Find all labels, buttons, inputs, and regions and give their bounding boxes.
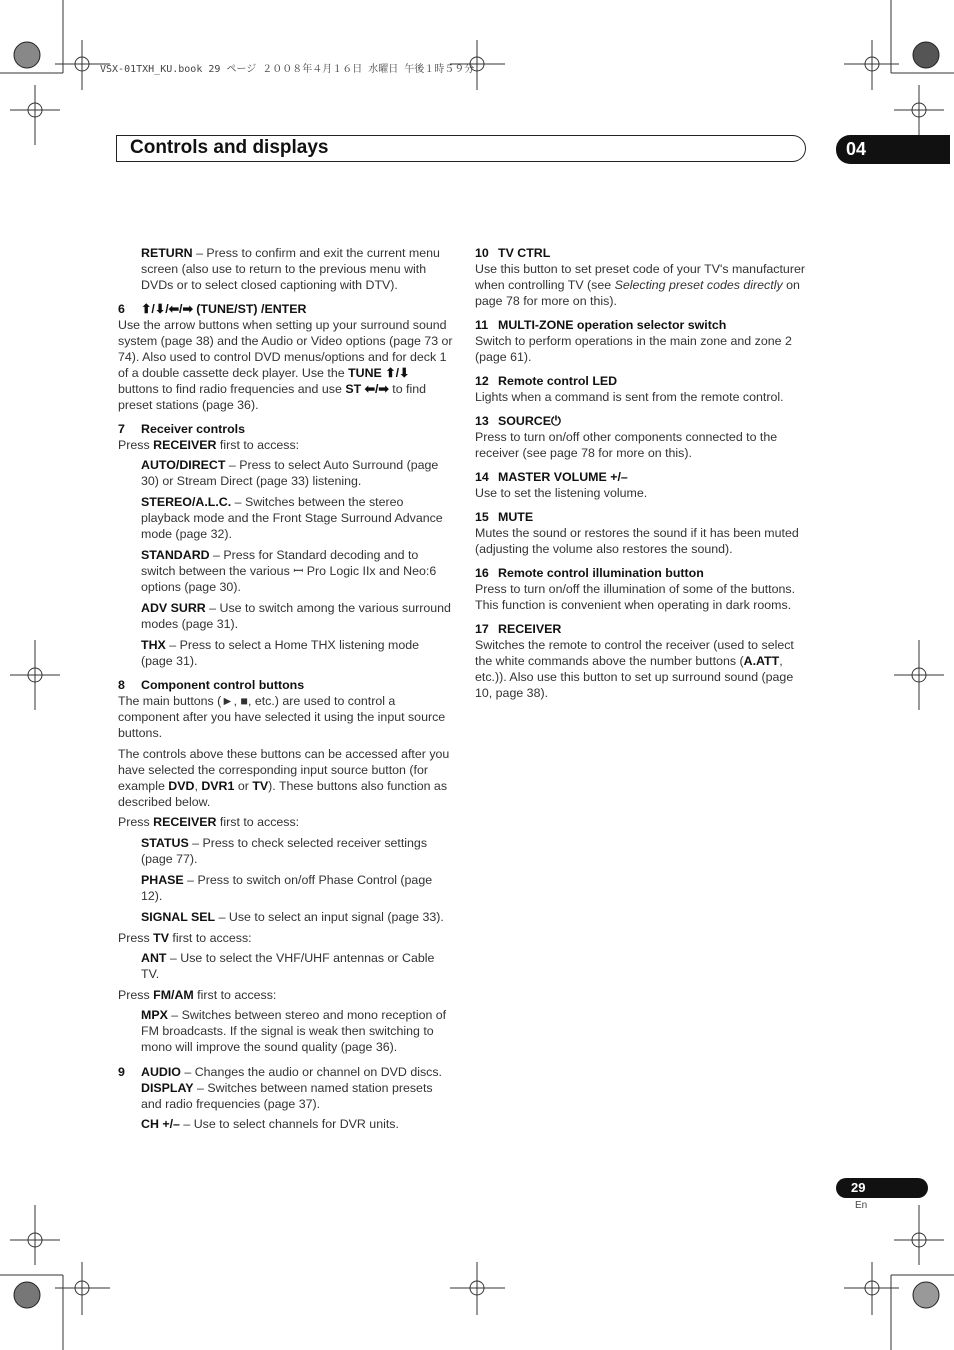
left-column — [118, 245, 453, 1132]
item-return: RETURN – Press to confirm and exit the current menu screen (also use to return to the previous menu with DVDs or to select closed captioning with DTV). — [141, 246, 440, 292]
section-8-text-1: The main buttons (►, ■, etc.) are used to control a component after you have selected it using the input source buttons. — [118, 694, 446, 740]
item-adv-surr: ADV SURR – Use to switch among the various surround modes (page 31). — [141, 601, 451, 631]
item-ch: CH +/– – Use to select channels for DVR units. — [141, 1117, 399, 1131]
section-8-text-2: The controls above these buttons can be accessed after you have selected the corresponding input source button (for example DVD, DVR1 or TV). These buttons also function as described below. — [118, 747, 450, 809]
chapter-number: 04 — [846, 139, 867, 159]
section-7-intro: Press RECEIVER first to access: — [118, 438, 300, 452]
item-phase: PHASE – Press to switch on/off Phase Control (page 12). — [141, 873, 433, 903]
section-14-text: Use to set the listening volume. — [475, 486, 648, 500]
section-12-text: Lights when a command is sent from the remote control. — [475, 390, 784, 404]
item-ant: ANT – Use to select the VHF/UHF antennas or Cable TV. — [141, 951, 435, 981]
section-13-text: Press to turn on/off other components connected to the receiver (see page 78 for more on this). — [475, 430, 778, 460]
section-8-heading: 8 Component control buttons — [118, 678, 305, 692]
item-audio: 9 AUDIO – Changes the audio or channel on DVD discs. — [118, 1065, 442, 1079]
section-10-heading: 10 TV CTRL — [475, 246, 551, 260]
item-mpx: MPX – Switches between stereo and mono reception of FM broadcasts. If the signal is weak then switching to mono will improve the sound quality (page 36). — [141, 1008, 447, 1054]
print-info-line: VSX-01TXH_KU.book 29 ページ ２００８年４月１６日 水曜日 午後１時５９分 — [100, 64, 475, 75]
item-thx: THX – Press to select a Home THX listening mode (page 31). — [141, 638, 420, 668]
section-15-heading: 15 MUTE — [475, 510, 534, 524]
section-16-heading: 16 Remote control illumination button — [475, 566, 704, 580]
page-number-tab — [836, 1178, 928, 1198]
section-6-heading: 6 ⬆/⬇/⬅/➡ (TUNE/ST) /ENTER — [118, 302, 307, 316]
section-15-text: Mutes the sound or restores the sound if it has been muted (adjusting the volume also restores the sound). — [475, 526, 799, 556]
section-12-heading: 12 Remote control LED — [475, 374, 618, 388]
item-standard: STANDARD – Press for Standard decoding and to switch between the various ꟷ Pro Logic IIx and Neo:6 options (page 30). — [141, 548, 437, 594]
section-7-heading: 7 Receiver controls — [118, 422, 245, 436]
item-auto-direct: AUTO/DIRECT – Press to select Auto Surround (page 30) or Stream Direct (page 33) listening. — [141, 458, 439, 488]
section-8-tv-intro: Press TV first to access: — [118, 931, 252, 945]
section-13-heading: 13 SOURCE⏻ — [475, 414, 561, 428]
item-signal-sel: SIGNAL SEL – Use to select an input signal (page 33). — [141, 910, 444, 924]
section-10-text: Use this button to set preset code of your TV's manufacturer when controlling TV (see Selecting preset codes directly on page 78 for more on this). — [475, 262, 805, 308]
section-11-heading: 11 MULTI-ZONE operation selector switch — [475, 318, 727, 332]
section-11-text: Switch to perform operations in the main zone and zone 2 (page 61). — [475, 334, 792, 364]
item-display: DISPLAY – Switches between named station presets and radio frequencies (page 37). — [141, 1081, 433, 1111]
right-column — [475, 245, 813, 701]
section-17-text: Switches the remote to control the receiver (used to select the white commands above the number buttons (A.ATT, etc.)). Also use this button to set up surround sound (page 10, page 38). — [475, 638, 794, 700]
item-stereo-alc: STEREO/A.L.C. – Switches between the stereo playback mode and the Front Stage Surround Advance mode (page 32). — [141, 495, 443, 541]
item-status: STATUS – Press to check selected receiver settings (page 77). — [141, 836, 428, 866]
page-title: Controls and displays — [130, 137, 329, 158]
section-6-text: Use the arrow buttons when setting up your surround sound system (page 38) and the Audio or Video options (page 73 or 74). Also used to control DVD menus/options and for deck 1 of a double cassette deck player. Use the TUNE ⬆/⬇ buttons to find radio frequencies and use ST ⬅/➡ to find preset stations (page 36). — [118, 318, 453, 412]
section-14-heading: 14 MASTER VOLUME +/– — [475, 470, 628, 484]
section-8-receiver-intro: Press RECEIVER first to access: — [118, 815, 300, 829]
section-16-text: Press to turn on/off the illumination of some of the buttons. This function is convenient when operating in dark rooms. — [475, 582, 796, 612]
section-8-fm-intro: Press FM/AM first to access: — [118, 988, 277, 1002]
page-number: 29 — [851, 1180, 866, 1195]
page-language: En — [855, 1200, 868, 1211]
section-17-heading: 17 RECEIVER — [475, 622, 562, 636]
